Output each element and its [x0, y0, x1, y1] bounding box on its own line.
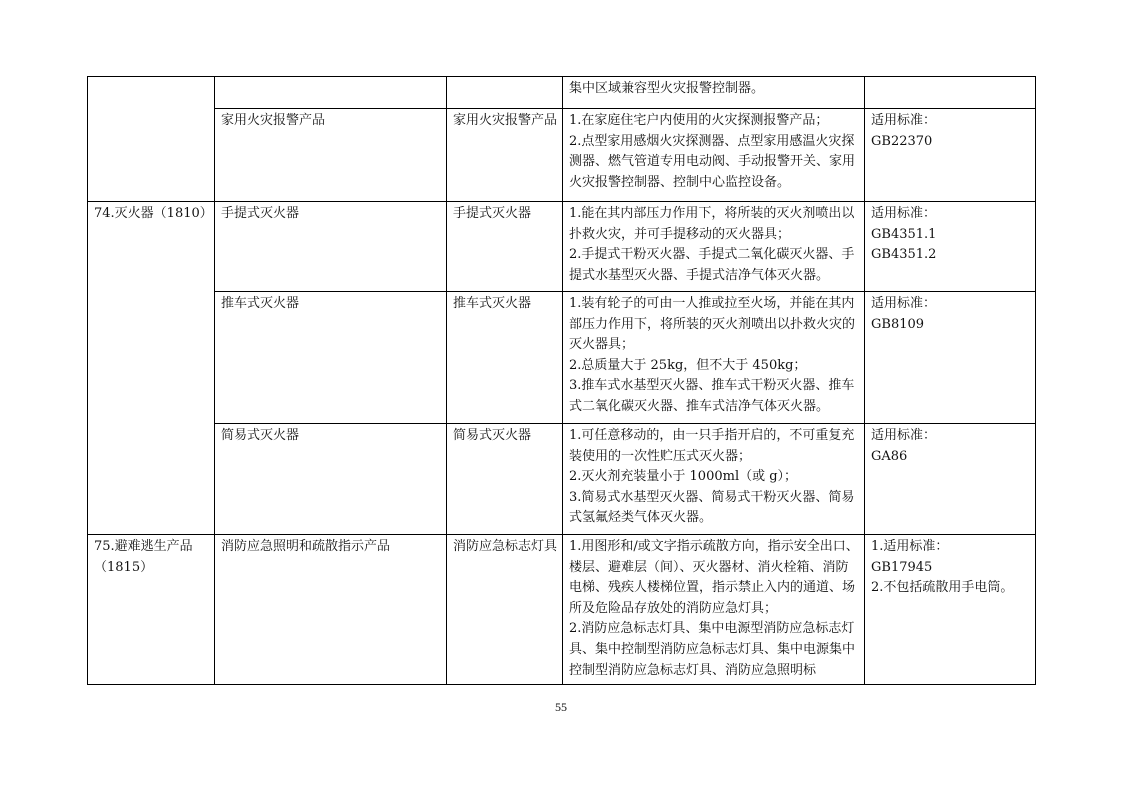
- notes-cell: [865, 535, 1036, 685]
- product-cell: 简易式灭火器: [215, 424, 447, 535]
- notes-line: GB17945: [871, 559, 933, 575]
- scope-cell: [563, 109, 865, 202]
- table-row: [88, 77, 1036, 109]
- notes-line: 1.适用标准：: [871, 539, 949, 554]
- notes-line: GB4351.2: [871, 247, 937, 263]
- page-number: 55: [555, 700, 567, 714]
- unit-cell: 推车式灭火器: [447, 292, 563, 424]
- product-cell: 手提式灭火器: [215, 202, 447, 292]
- notes-line: GB22370: [871, 133, 933, 149]
- scope-line: 集中区域兼容型火灾报警控制器。: [569, 81, 765, 96]
- scope-cell: [563, 292, 865, 424]
- unit-cell: 家用火灾报警产品: [447, 109, 563, 202]
- unit-cell: 简易式灭火器: [447, 424, 563, 535]
- scope-line: 1.在家庭住宅户内使用的火灾探测报警产品；: [569, 113, 829, 128]
- table-row: [88, 424, 1036, 535]
- notes-line: 适用标准：: [871, 428, 937, 443]
- category-cell: [88, 77, 215, 202]
- scope-line: 1.用图形和/或文字指示疏散方向，指示安全出口、楼层、避难层（间）、灭火器材、消火栓箱、消防电梯、残疾人楼梯位置，指示禁止入内的通道、场所及危险品存放处的消防应急灯具；: [569, 539, 859, 616]
- scope-cell: [563, 535, 865, 685]
- scope-cell: [563, 77, 865, 109]
- scope-line: 1.可任意移动的，由一只手指开启的，不可重复充装使用的一次性贮压式灭火器；: [569, 428, 855, 464]
- notes-cell: [865, 77, 1036, 109]
- product-cell: 推车式灭火器: [215, 292, 447, 424]
- category-cell: 75.避难逃生产品（1815）: [88, 535, 215, 685]
- scope-line: 2.总质量大于 25kg，但不大于 450kg；: [569, 357, 807, 373]
- unit-cell: 手提式灭火器: [447, 202, 563, 292]
- product-catalog-table: [87, 76, 1036, 685]
- table-row: [88, 109, 1036, 202]
- scope-cell: [563, 424, 865, 535]
- scope-line: 3.简易式水基型灭火器、简易式干粉灭火器、简易式氢氟烃类气体灭火器。: [569, 489, 855, 526]
- product-cell: 家用火灾报警产品: [215, 109, 447, 202]
- table-row: [88, 202, 1036, 292]
- scope-line: 2.手提式干粉灭火器、手提式二氧化碳灭火器、手提式水基型灭火器、手提式洁净气体灭火器。: [569, 247, 855, 283]
- notes-line: 适用标准：: [871, 206, 937, 221]
- category-cell: 74.灭火器（1810）: [88, 202, 215, 535]
- scope-line: 2.消防应急标志灯具、集中电源型消防应急标志灯具、集中控制型消防应急标志灯具、集中电源集中控制型消防应急标志灯具、消防应急照明标: [569, 621, 856, 678]
- scope-line: 2.灭火剂充装量小于 1000ml（或 g）；: [569, 469, 798, 485]
- notes-cell: [865, 202, 1036, 292]
- product-cell: [215, 77, 447, 109]
- notes-line: 适用标准：: [871, 296, 937, 311]
- table-row: [88, 292, 1036, 424]
- notes-cell: [865, 109, 1036, 202]
- unit-cell: 消防应急标志灯具: [447, 535, 563, 685]
- product-cell: 消防应急照明和疏散指示产品: [215, 535, 447, 685]
- scope-line: 3.推车式水基型灭火器、推车式干粉灭火器、推车式二氧化碳灭火器、推车式洁净气体灭火器。: [569, 378, 855, 414]
- notes-line: GA86: [871, 448, 908, 464]
- table-row: [88, 535, 1036, 685]
- notes-line: 适用标准：: [871, 113, 937, 128]
- scope-line: 1.装有轮子的可由一人推或拉至火场，并能在其内部压力作用下，将所装的灭火剂喷出以扑救火灾的灭火器具；: [569, 296, 856, 353]
- notes-cell: [865, 292, 1036, 424]
- notes-line: 2.不包括疏散用手电筒。: [871, 580, 1014, 596]
- notes-line: GB8109: [871, 316, 925, 332]
- unit-cell: [447, 77, 563, 109]
- notes-cell: [865, 424, 1036, 535]
- scope-line: 1.能在其内部压力作用下，将所装的灭火剂喷出以扑救火灾，并可手提移动的灭火器具；: [569, 206, 855, 242]
- notes-line: GB4351.1: [871, 226, 937, 242]
- scope-cell: [563, 202, 865, 292]
- scope-line: 2.点型家用感烟火灾探测器、点型家用感温火灾探测器、燃气管道专用电动阀、手动报警开关、家用火灾报警控制器、控制中心监控设备。: [569, 133, 856, 190]
